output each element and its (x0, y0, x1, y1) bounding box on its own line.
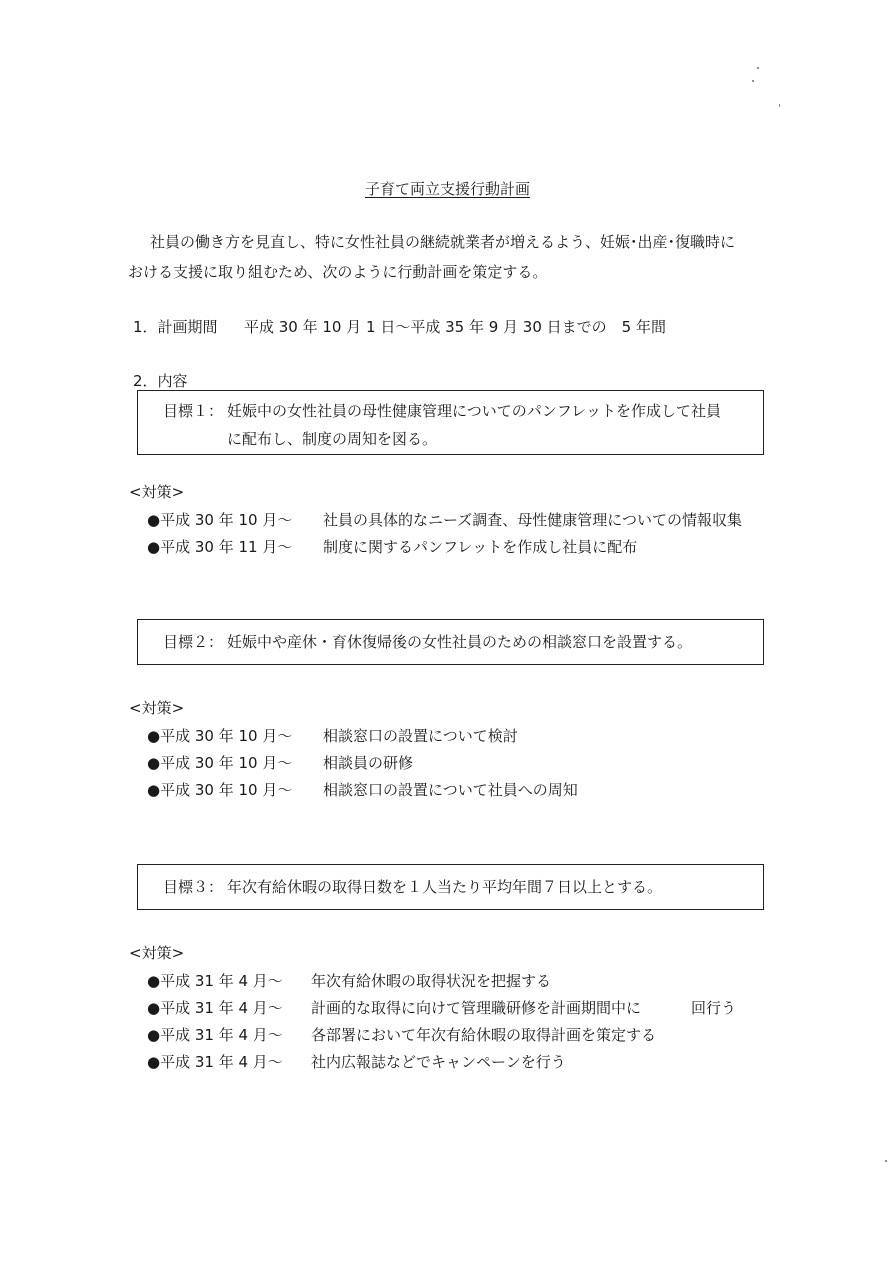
measure-text: 各部署において年次有給休暇の取得計画を策定する (311, 1026, 657, 1044)
measure-date: ●平成 30 年 11 月～ (147, 538, 293, 556)
section1-period: 平成 30 年 10 月 1 日～平成 35 年 9 月 30 日までの 5 年間 (244, 318, 666, 336)
measure-text: 計画的な取得に向けて管理職研修を計画期間中に (311, 999, 642, 1017)
measure-text: 相談窓口の設置について検討 (323, 727, 518, 745)
goal-3-line-1: 年次有給休暇の取得日数を１人当たり平均年間７日以上とする。 (227, 878, 663, 896)
goal-1-line-2: に配布し、制度の周知を図る。 (227, 430, 438, 448)
goal-3-measure-2 (147, 997, 737, 1018)
goal-2-label: 目標２： (163, 633, 224, 651)
goal-1-label: 目標１： (163, 402, 224, 420)
scan-speck (779, 104, 780, 107)
measure-date: ●平成 30 年 10 月～ (147, 781, 293, 799)
goal-2-measure-3 (147, 779, 578, 800)
goal-3-measure-3 (147, 1024, 657, 1045)
measure-date: ●平成 31 年 4 月～ (147, 999, 283, 1017)
goal-1-line-1: 妊娠中の女性社員の母性健康管理についてのパンフレットを作成して社員 (227, 402, 721, 420)
intro-line-2: おける支援に取り組むため、次のように行動計画を策定する。 (128, 263, 548, 281)
measure-date: ●平成 30 年 10 月～ (147, 727, 293, 745)
measure-text: 社内広報誌などでキャンペーンを行う (311, 1053, 566, 1071)
goal-1-measure-1 (147, 509, 742, 530)
measure-date: ●平成 31 年 4 月～ (147, 1053, 283, 1071)
measure-date: ●平成 30 年 10 月～ (147, 511, 293, 529)
scan-speck (885, 1160, 887, 1162)
intro-line-1: 社員の働き方を見直し、特に女性社員の継続就業者が増えるよう、妊娠･出産･復職時に (150, 233, 736, 251)
scan-speck (752, 80, 754, 82)
section1-label: 1．計画期間 (133, 318, 218, 336)
measure-text: 社員の具体的なニーズ調査、母性健康管理についての情報収集 (323, 511, 742, 529)
goal-3-measures-label: <対策> (129, 944, 185, 962)
goal-1-measures-label: <対策> (129, 483, 185, 501)
measure-date: ●平成 31 年 4 月～ (147, 972, 283, 990)
goal-3-measure-1 (147, 970, 552, 991)
goal-2-box (137, 619, 764, 665)
goal-3-label: 目標３： (163, 878, 224, 896)
measure-text: 制度に関するパンフレットを作成し社員に配布 (323, 538, 638, 556)
goal-2-measure-2 (147, 752, 414, 773)
goal-3-box (137, 864, 764, 910)
measure-suffix: 回行う (691, 999, 737, 1017)
goal-1-measure-2 (147, 536, 638, 557)
measure-date: ●平成 30 年 10 月～ (147, 754, 293, 772)
goal-2-measures-label: <対策> (129, 699, 185, 717)
section2-label: 2．内容 (133, 372, 188, 390)
measure-text: 年次有給休暇の取得状況を把握する (311, 972, 552, 990)
goal-1-box (137, 390, 764, 455)
measure-text: 相談員の研修 (323, 754, 414, 772)
goal-2-measure-1 (147, 725, 518, 746)
goal-3-measure-4 (147, 1051, 566, 1072)
scan-speck (757, 67, 759, 69)
measure-text: 相談窓口の設置について社員への周知 (323, 781, 578, 799)
measure-date: ●平成 31 年 4 月～ (147, 1026, 283, 1044)
goal-2-line-1: 妊娠中や産休・育休復帰後の女性社員のための相談窓口を設置する。 (227, 633, 693, 651)
document-title: 子育て両立支援行動計画 (364, 180, 530, 198)
